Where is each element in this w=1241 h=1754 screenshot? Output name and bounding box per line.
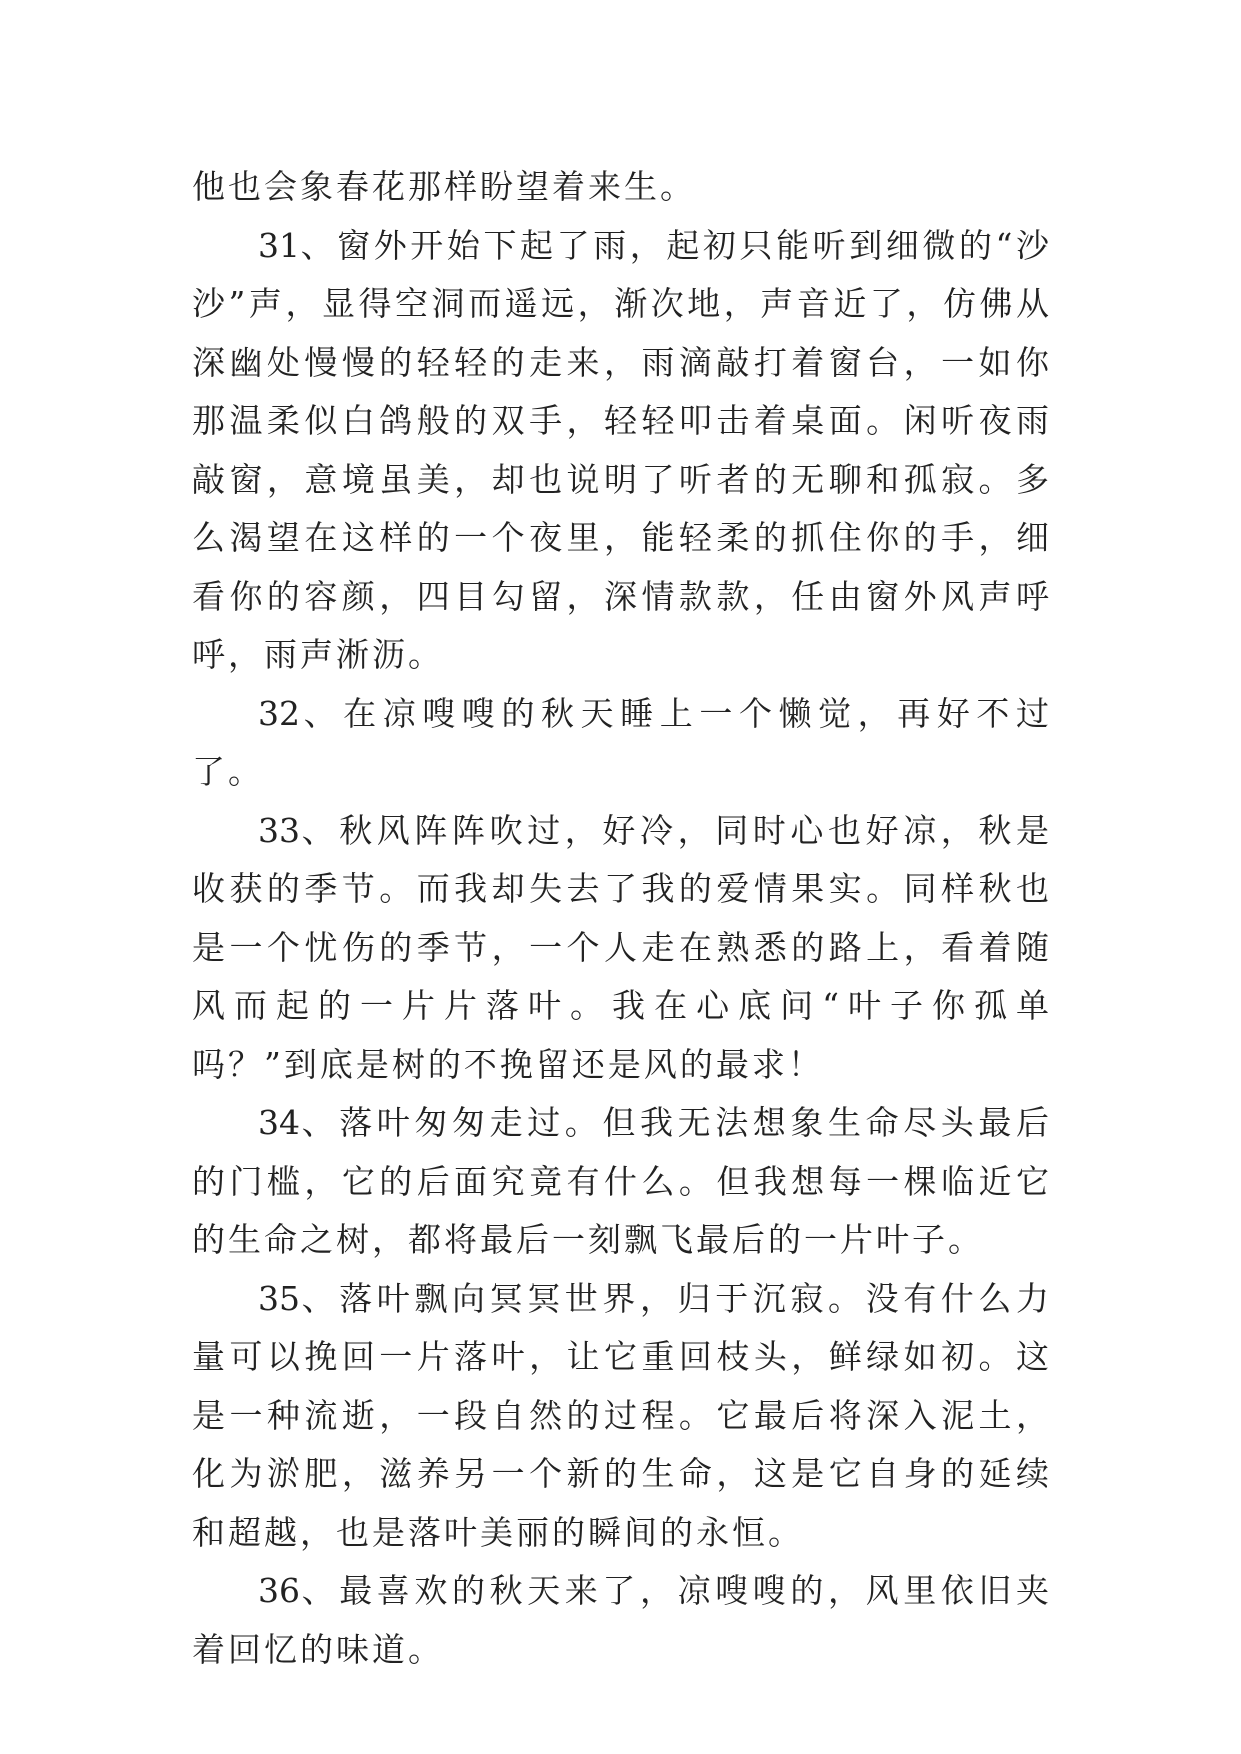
- paragraph-33: [192, 802, 1052, 1095]
- paragraph-continuation: [192, 158, 1052, 217]
- document-body: [192, 158, 1052, 1679]
- paragraph-35: [192, 1270, 1052, 1563]
- paragraph-text: 、秋风阵阵吹过，好冷，同时心也好凉，秋是收获的季节。而我却失去了我的爱情果实。同样秋也是一个忧伤的季节，一个人走在熟悉的路上，看着随风而起的一片片落叶。我在心底问“叶子你孤单吗？”到底是树的不挽留还是风的最求！: [192, 810, 1052, 1084]
- paragraph-number: 32: [258, 693, 300, 733]
- paragraph-text: 他也会象春花那样盼望着来生。: [192, 167, 696, 206]
- paragraph-36: [192, 1562, 1052, 1679]
- paragraph-32: [192, 685, 1052, 802]
- paragraph-34: [192, 1094, 1052, 1270]
- paragraph-31: [192, 217, 1052, 685]
- paragraph-text: 、落叶匆匆走过。但我无法想象生命尽头最后的门槛，它的后面究竟有什么。但我想每一棵临近它的生命之树，都将最后一刻飘飞最后的一片叶子。: [192, 1103, 1052, 1259]
- paragraph-text: 、在凉嗖嗖的秋天睡上一个懒觉，再好不过了。: [192, 693, 1052, 791]
- paragraph-text: 、最喜欢的秋天来了，凉嗖嗖的，风里依旧夹着回忆的味道。: [192, 1571, 1052, 1669]
- paragraph-text: 、窗外开始下起了雨，起初只能听到细微的“沙沙”声，显得空洞而遥远，渐次地，声音近了，仿佛从深幽处慢慢的轻轻的走来，雨滴敲打着窗台，一如你那温柔似白鸽般的双手，轻轻叩击着桌面。闲听夜雨敲窗，意境虽美，却也说明了听者的无聊和孤寂。多么渴望在这样的一个夜里，能轻柔的抓住你的手，细看你的容颜，四目勾留，深情款款，任由窗外风声呼呼，雨声淅沥。: [192, 225, 1052, 674]
- paragraph-number: 35: [258, 1278, 300, 1318]
- paragraph-number: 34: [258, 1103, 300, 1142]
- paragraph-number: 31: [258, 225, 300, 265]
- paragraph-text: 、落叶飘向冥冥世界，归于沉寂。没有什么力量可以挽回一片落叶，让它重回枝头，鲜绿如初。这是一种流逝，一段自然的过程。它最后将深入泥土，化为淤肥，滋养另一个新的生命，这是它自身的延续和超越，也是落叶美丽的瞬间的永恒。: [192, 1278, 1052, 1552]
- paragraph-number: 33: [258, 810, 300, 850]
- paragraph-number: 36: [258, 1571, 300, 1610]
